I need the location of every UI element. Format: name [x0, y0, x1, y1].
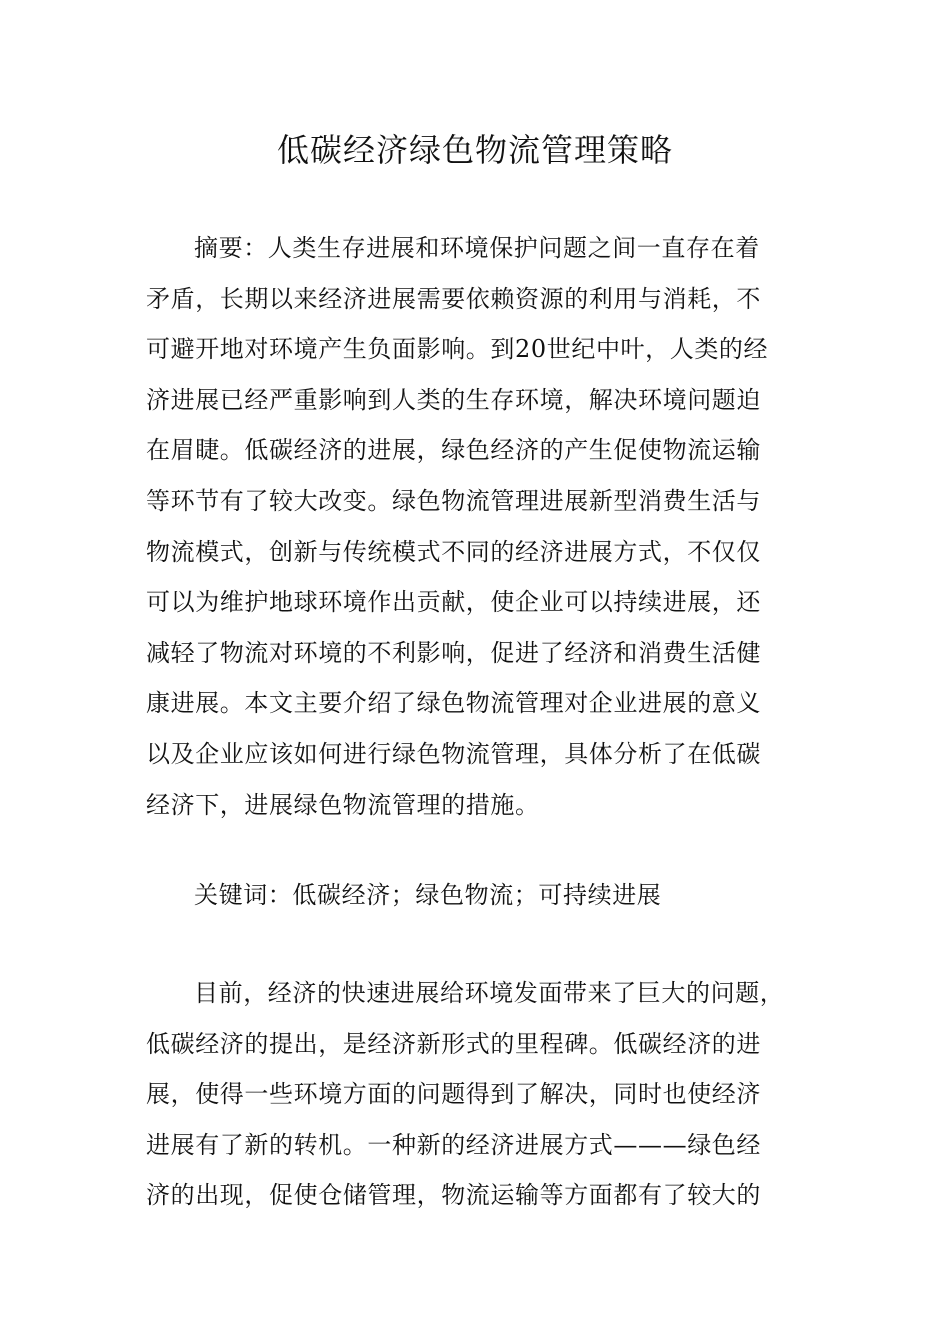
abstract-line: 等环节有了较大改变。绿色物流管理进展新型消费生活与	[146, 486, 761, 515]
body-line: 进展有了新的转机。一种新的经济进展方式———绿色经	[146, 1130, 761, 1159]
body-line: 低碳经济的提出，是经济新形式的里程碑。低碳经济的进	[146, 1029, 761, 1058]
document-title: 低碳经济绿色物流管理策略	[276, 131, 673, 169]
keywords-paragraph	[146, 870, 826, 921]
abstract-line: 摘要：人类生存进展和环境保护问题之间一直存在着	[194, 234, 760, 262]
abstract-line: 以及企业应该如何进行绿色物流管理，具体分析了在低碳	[146, 739, 761, 768]
abstract-line: 可以为维护地球环境作出贡献，使企业可以持续进展，还	[146, 588, 761, 617]
abstract-line: 物流模式，创新与传统模式不同的经济进展方式，不仅仅	[146, 537, 761, 566]
abstract-line: 矛盾，长期以来经济进展需要依赖资源的利用与消耗，不	[146, 284, 761, 313]
abstract-line: 康进展。本文主要介绍了绿色物流管理对企业进展的意义	[146, 689, 761, 718]
abstract-line: 在眉睫。低碳经济的进展，绿色经济的产生促使物流运输	[146, 436, 761, 465]
abstract-paragraph	[146, 223, 826, 830]
body-line: 目前，经济的快速进展给环境发面带来了巨大的问题，	[194, 979, 785, 1007]
abstract-line: 减轻了物流对环境的不利影响，促进了经济和消费生活健	[146, 638, 761, 667]
keywords-line: 关键词：低碳经济；绿色物流；可持续进展	[194, 881, 662, 909]
abstract-line: 经济下，进展绿色物流管理的措施。	[146, 790, 540, 819]
body-paragraph	[146, 968, 826, 1221]
abstract-line: 济进展已经严重影响到人类的生存环境，解决环境问题迫	[146, 385, 761, 414]
body-line: 展，使得一些环境方面的问题得到了解决，同时也使经济	[146, 1080, 761, 1109]
abstract-line: 可避开地对环境产生负面影响。到20世纪中叶，人类的经	[146, 335, 769, 364]
body-line: 济的出现，促使仓储管理，物流运输等方面都有了较大的	[146, 1181, 761, 1210]
